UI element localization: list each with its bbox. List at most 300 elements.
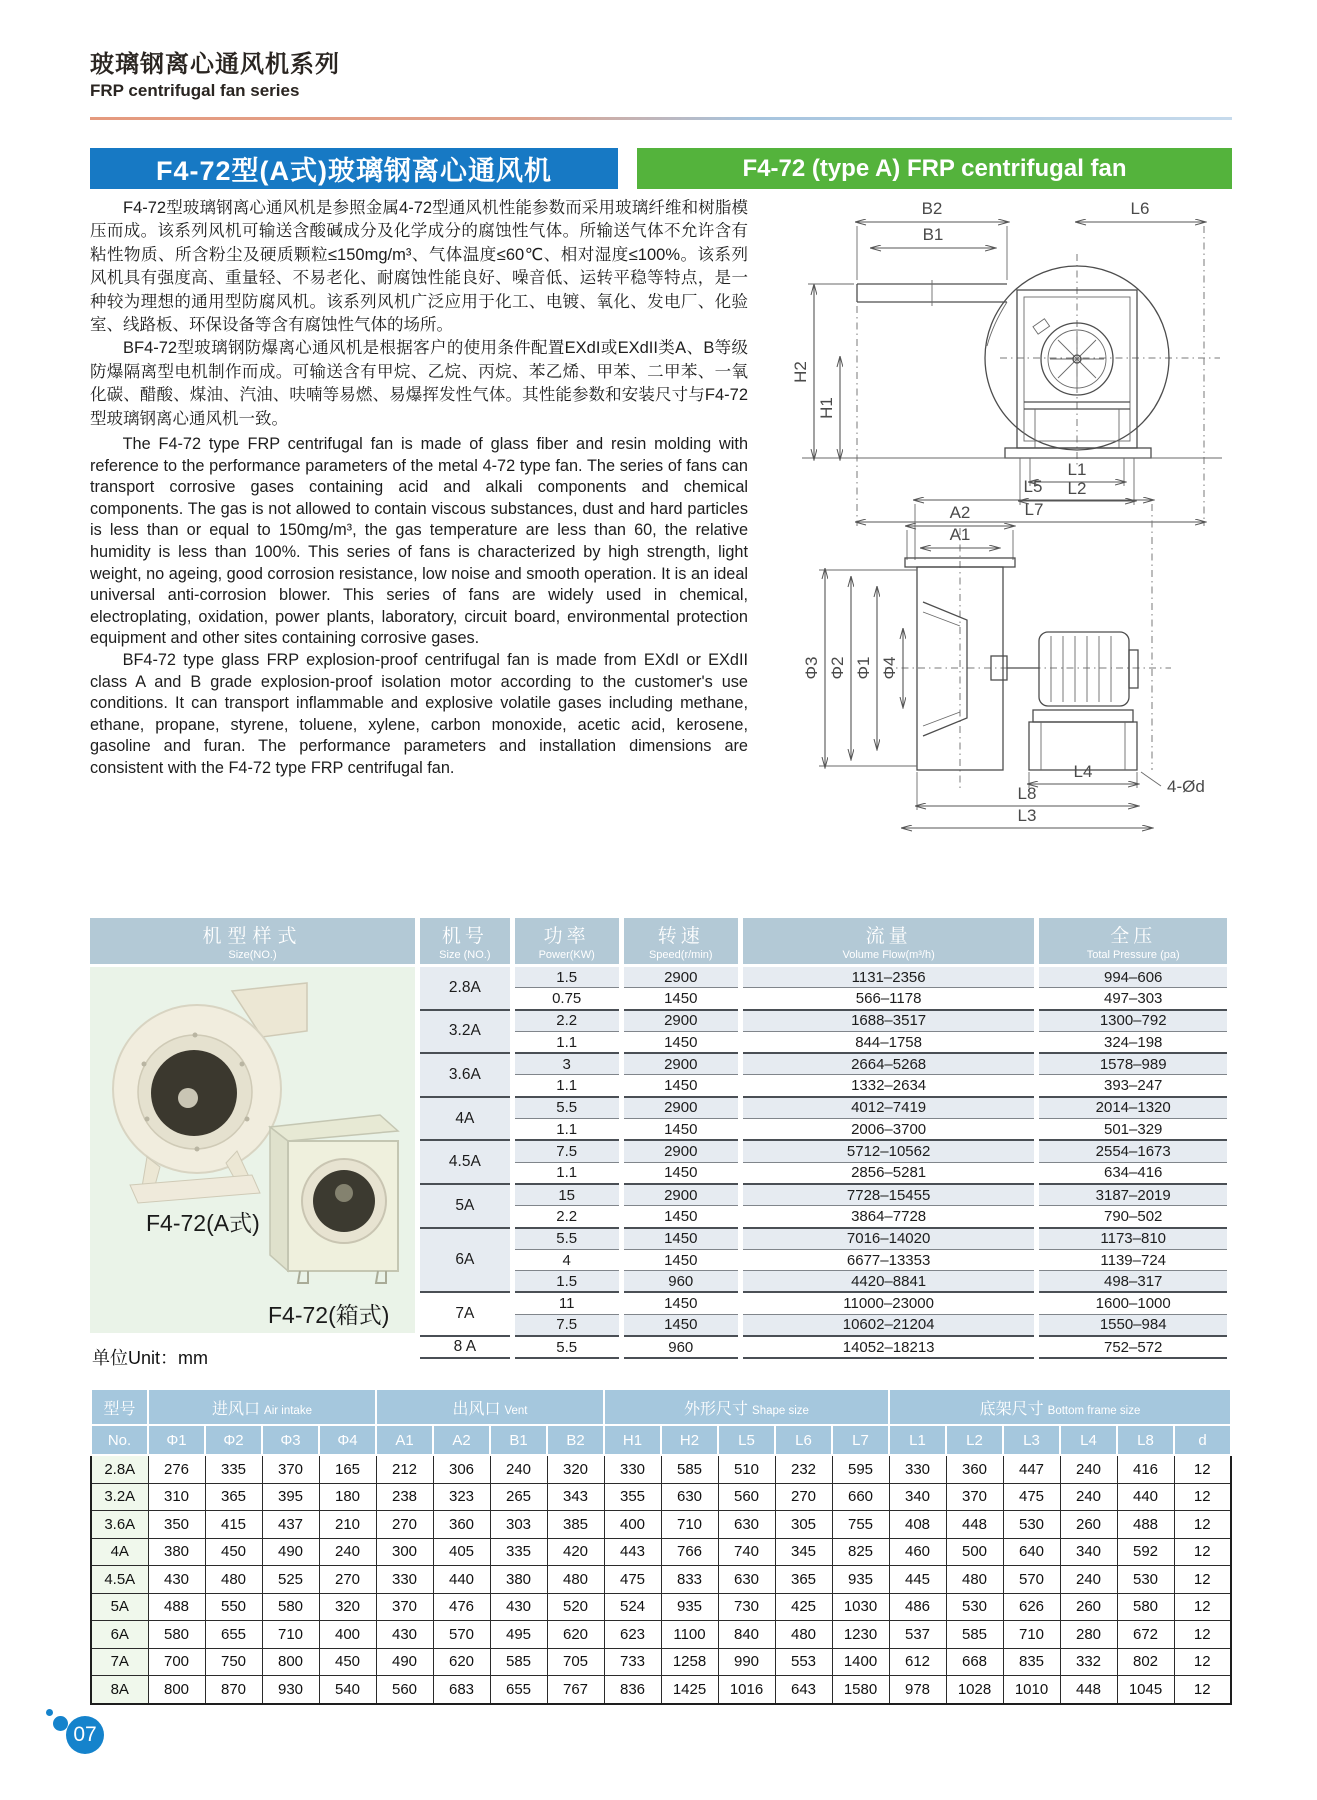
fan-side-diagram (795, 470, 1241, 834)
dim-value-cell: 750 (205, 1648, 262, 1676)
dim-value-cell: 475 (604, 1566, 661, 1594)
perf-value-cell: 1450 (624, 1250, 738, 1271)
dim-value-cell: 12 (1174, 1593, 1231, 1621)
dim-value-cell: 360 (433, 1511, 490, 1539)
perf-header-style (90, 918, 415, 964)
dim-value-cell: 488 (1117, 1511, 1174, 1539)
dim-value-cell: 540 (319, 1676, 376, 1704)
dim-value-cell: 935 (832, 1566, 889, 1594)
dim-value-cell: 460 (889, 1538, 946, 1566)
dim-value-cell: 270 (775, 1483, 832, 1511)
dim-value-cell: 260 (1060, 1593, 1117, 1621)
perf-value-cell: 4 (515, 1250, 619, 1271)
perf-value-cell: 844–1758 (743, 1032, 1035, 1054)
perf-size-cell: 7A (420, 1293, 510, 1337)
dim-value-cell: 710 (262, 1621, 319, 1649)
dim-label-l5: L5 (1023, 477, 1043, 496)
dim-value-cell: 448 (1060, 1676, 1117, 1704)
dim-value-cell: 935 (661, 1593, 718, 1621)
dim-value-cell: 447 (1003, 1455, 1060, 1483)
dim-value-cell: 530 (1117, 1566, 1174, 1594)
dim-label-l8: L8 (1017, 784, 1037, 803)
perf-value-cell: 1450 (624, 1293, 738, 1314)
product-photo-box (262, 1109, 412, 1289)
dim-group-header: 底架尺寸 Bottom frame size (889, 1389, 1231, 1425)
perf-size-cell: 4.5A (420, 1141, 510, 1185)
dim-model-cell: 7A (91, 1648, 148, 1676)
perf-value-cell: 1.1 (515, 1163, 619, 1185)
dim-value-cell: 12 (1174, 1566, 1231, 1594)
dim-group-header: 外形尺寸 Shape size (604, 1389, 889, 1425)
dim-subheader: L4 (1060, 1425, 1117, 1455)
perf-value-cell: 960 (624, 1337, 738, 1359)
dim-value-cell: 340 (889, 1483, 946, 1511)
dim-value-cell: 520 (547, 1593, 604, 1621)
perf-value-cell: 7016–14020 (743, 1229, 1035, 1250)
dimension-table (90, 1388, 1232, 1705)
perf-value-cell: 4420–8841 (743, 1271, 1035, 1293)
dim-value-cell: 445 (889, 1566, 946, 1594)
dim-model-cell: 3.6A (91, 1511, 148, 1539)
perf-header-pressure: 全压 Total Pressure (pa) (1039, 918, 1227, 967)
perf-value-cell: 2006–3700 (743, 1119, 1035, 1141)
dim-value-cell: 276 (148, 1455, 205, 1483)
dim-value-cell: 490 (376, 1648, 433, 1676)
unit-note: 单位Unit：mm (92, 1348, 208, 1368)
dim-label-b2: B2 (921, 199, 943, 218)
dim-table-row (91, 1511, 1231, 1539)
dim-subheader: Φ3 (262, 1425, 319, 1455)
perf-value-cell: 5.5 (515, 1229, 619, 1250)
perf-size-cell: 5A (420, 1185, 510, 1229)
intro-en (90, 434, 748, 780)
dim-value-cell: 430 (148, 1566, 205, 1594)
dim-value-cell: 800 (148, 1676, 205, 1704)
dim-value-cell: 360 (946, 1455, 1003, 1483)
dim-value-cell: 800 (262, 1648, 319, 1676)
dim-label-bolt: 4-Ød (1167, 777, 1205, 796)
dim-value-cell: 265 (490, 1483, 547, 1511)
dim-value-cell: 430 (490, 1593, 547, 1621)
dim-value-cell: 585 (661, 1455, 718, 1483)
perf-size-cell: 3.2A (420, 1011, 510, 1055)
dim-subheader: B2 (547, 1425, 604, 1455)
dim-value-cell: 510 (718, 1455, 775, 1483)
dim-value-cell: 320 (547, 1455, 604, 1483)
perf-value-cell: 790–502 (1039, 1206, 1227, 1228)
photo-caption-a: F4-72(A式) (146, 1210, 260, 1236)
dim-value-cell: 212 (376, 1455, 433, 1483)
dim-table-row (91, 1483, 1231, 1511)
dim-value-cell: 210 (319, 1511, 376, 1539)
dim-value-cell: 835 (1003, 1648, 1060, 1676)
dim-value-cell: 580 (262, 1593, 319, 1621)
perf-header-power: 功率 Power(KW) (515, 918, 619, 967)
dim-value-cell: 740 (718, 1538, 775, 1566)
perf-value-cell: 2900 (624, 1054, 738, 1075)
dim-value-cell: 1030 (832, 1593, 889, 1621)
dim-table-row (91, 1593, 1231, 1621)
perf-value-cell: 1.5 (515, 1271, 619, 1293)
dim-label-l3: L3 (1017, 806, 1037, 825)
dim-value-cell: 840 (718, 1621, 775, 1649)
dim-label-a1: A1 (949, 525, 971, 544)
perf-value-cell: 11 (515, 1293, 619, 1314)
perf-value-cell: 1131–2356 (743, 967, 1035, 988)
dim-value-cell: 580 (1117, 1593, 1174, 1621)
dim-model-cell: 4A (91, 1538, 148, 1566)
perf-value-cell: 1.1 (515, 1119, 619, 1141)
dim-value-cell: 640 (1003, 1538, 1060, 1566)
perf-value-cell: 752–572 (1039, 1337, 1227, 1359)
dim-value-cell: 560 (376, 1676, 433, 1704)
dim-subheader: L8 (1117, 1425, 1174, 1455)
product-photo-panel (90, 967, 415, 1333)
dim-label-phi2: Φ2 (828, 656, 847, 680)
perf-value-cell: 2856–5281 (743, 1163, 1035, 1185)
perf-value-cell: 393–247 (1039, 1075, 1227, 1097)
perf-value-cell: 2014–1320 (1039, 1098, 1227, 1119)
intro-en-p1: The F4-72 type FRP centrifugal fan is made of glass fiber and resin molding with reference to the performance parameters of the metal 4-72 type fan. The series of fans can transport corrosive gases containing acid and alkali components and chemical components. The gas is not allowed to contain viscous substances, dust and hard particles is less than or equal to 150mg/m³, the gas temperature are less than 60, the relative humidity is less than 100%. This series of fans is characterized by high strength, light weight, no ageing, good corrosion resistance, low noise and smooth operation. It is an ideal universal anti-corrosion blower. This series of fans are widely used in chemical, electroplating, oxidation, power plants, laboratory, circuit board, environmental protection equipment and other sites containing corrosive gases. (90, 435, 748, 648)
dim-value-cell: 570 (433, 1621, 490, 1649)
section-title-en: F4-72 (type A) FRP centrifugal fan (742, 154, 1127, 182)
dim-value-cell: 12 (1174, 1538, 1231, 1566)
dim-value-cell: 303 (490, 1511, 547, 1539)
dim-value-cell: 437 (262, 1511, 319, 1539)
perf-value-cell: 2554–1673 (1039, 1141, 1227, 1162)
dim-table-row (91, 1455, 1231, 1483)
intro-zh-p1: F4-72型玻璃钢离心通风机是参照金属4-72型通风机性能参数而采用玻璃纤维和树脂模压而成。该系列风机可输送含酸碱成分及化学成分的腐蚀性气体。所输送气体不允许含有粘性物质、所含粉尘及硬质颗粒≤150mg/m³、气体温度≤60℃、相对湿度≤100%。该系列风机具有强度高、重量轻、不易老化、耐腐蚀性能良好、噪音低、运转平稳等特点，是一种较为理想的通用型防腐风机。该系列风机广泛应用于化工、电镀、氧化、发电厂、化验室、线路板、环保设备等含有腐蚀性气体的场所。 (90, 199, 748, 335)
dim-value-cell: 700 (148, 1648, 205, 1676)
dim-label-l6: L6 (1130, 199, 1150, 218)
dim-value-cell: 710 (661, 1511, 718, 1539)
dim-value-cell: 668 (946, 1648, 1003, 1676)
dim-value-cell: 730 (718, 1593, 775, 1621)
dimension-table-head (91, 1389, 1231, 1455)
intro-en-p2: BF4-72 type glass FRP explosion-proof centrifugal fan is made from EXdI or EXdII class A and B grade explosion-proof isolation motor according to the customer's use conditions. It can transport inflammable and explosive volatile gases including methane, ethane, propane, styrene, toluene, xylene, carbon monoxide, acetic acid, kerosene, gasoline and furan. The performance parameters and installation dimensions are consistent with the F4-72 type FRP centrifugal fan. (90, 650, 748, 777)
perf-value-cell: 1688–3517 (743, 1011, 1035, 1032)
dim-value-cell: 1425 (661, 1676, 718, 1704)
dim-value-cell: 350 (148, 1511, 205, 1539)
dim-value-cell: 306 (433, 1455, 490, 1483)
perf-value-cell: 1173–810 (1039, 1229, 1227, 1250)
dim-value-cell: 836 (604, 1676, 661, 1704)
dim-value-cell: 476 (433, 1593, 490, 1621)
dim-value-cell: 408 (889, 1511, 946, 1539)
dim-value-cell: 12 (1174, 1648, 1231, 1676)
perf-value-cell: 3187–2019 (1039, 1185, 1227, 1206)
dim-value-cell: 343 (547, 1483, 604, 1511)
dim-value-cell: 305 (775, 1511, 832, 1539)
dim-label-b1: B1 (922, 225, 944, 244)
dim-value-cell: 623 (604, 1621, 661, 1649)
dim-value-cell: 825 (832, 1538, 889, 1566)
section-title-en-bar (637, 148, 1232, 189)
dim-value-cell: 643 (775, 1676, 832, 1704)
dim-value-cell: 1400 (832, 1648, 889, 1676)
dim-value-cell: 332 (1060, 1648, 1117, 1676)
dim-value-cell: 450 (319, 1648, 376, 1676)
dim-subheader: H2 (661, 1425, 718, 1455)
performance-table-body (420, 967, 1227, 1359)
dim-subheader: L6 (775, 1425, 832, 1455)
dim-value-cell: 524 (604, 1593, 661, 1621)
dim-table-row (91, 1538, 1231, 1566)
dim-value-cell: 560 (718, 1483, 775, 1511)
perf-value-cell: 0.75 (515, 988, 619, 1010)
perf-value-cell: 5.5 (515, 1337, 619, 1359)
dimension-table-body (91, 1455, 1231, 1704)
dim-value-cell: 385 (547, 1511, 604, 1539)
dim-value-cell: 660 (832, 1483, 889, 1511)
series-title-en: FRP centrifugal fan series (90, 81, 300, 100)
dim-label-l1: L1 (1067, 460, 1087, 479)
perf-value-cell: 1450 (624, 988, 738, 1010)
dim-subheader: H1 (604, 1425, 661, 1455)
dim-value-cell: 630 (718, 1566, 775, 1594)
perf-value-cell: 2900 (624, 1011, 738, 1032)
perf-value-cell: 1300–792 (1039, 1011, 1227, 1032)
dim-value-cell: 475 (1003, 1483, 1060, 1511)
perf-value-cell: 324–198 (1039, 1032, 1227, 1054)
dim-value-cell: 400 (604, 1511, 661, 1539)
dim-value-cell: 1028 (946, 1676, 1003, 1704)
perf-header-style-en: Size(NO.) (228, 949, 277, 961)
dim-value-cell: 320 (319, 1593, 376, 1621)
dim-value-cell: 12 (1174, 1676, 1231, 1704)
dim-value-cell: 990 (718, 1648, 775, 1676)
dim-value-cell: 490 (262, 1538, 319, 1566)
dim-value-cell: 1045 (1117, 1676, 1174, 1704)
perf-value-cell: 634–416 (1039, 1163, 1227, 1185)
dim-value-cell: 585 (490, 1648, 547, 1676)
perf-value-cell: 7.5 (515, 1315, 619, 1337)
dim-value-cell: 12 (1174, 1455, 1231, 1483)
dim-value-cell: 672 (1117, 1621, 1174, 1649)
dim-value-cell: 488 (148, 1593, 205, 1621)
dim-value-cell: 12 (1174, 1511, 1231, 1539)
dim-value-cell: 238 (376, 1483, 433, 1511)
dim-value-cell: 1100 (661, 1621, 718, 1649)
dim-value-cell: 323 (433, 1483, 490, 1511)
dim-value-cell: 655 (490, 1676, 547, 1704)
dim-value-cell: 340 (1060, 1538, 1117, 1566)
dim-subheader: L7 (832, 1425, 889, 1455)
perf-value-cell: 15 (515, 1185, 619, 1206)
dim-label-h2: H2 (791, 361, 810, 383)
dim-label-a2: A2 (949, 503, 971, 522)
perf-value-cell: 1.1 (515, 1075, 619, 1097)
dim-group-header: 出风口 Vent (376, 1389, 604, 1425)
dim-value-cell: 978 (889, 1676, 946, 1704)
dim-value-cell: 232 (775, 1455, 832, 1483)
dim-value-cell: 755 (832, 1511, 889, 1539)
dim-value-cell: 12 (1174, 1483, 1231, 1511)
perf-value-cell: 1450 (624, 1032, 738, 1054)
perf-value-cell: 7.5 (515, 1141, 619, 1162)
perf-value-cell: 1332–2634 (743, 1075, 1035, 1097)
dim-value-cell: 180 (319, 1483, 376, 1511)
perf-size-cell: 4A (420, 1098, 510, 1142)
performance-table-photo-column (90, 918, 415, 1359)
dim-value-cell: 500 (946, 1538, 1003, 1566)
dim-subheader-no: No. (91, 1425, 148, 1455)
perf-header-style-zh: 机型样式 (202, 926, 303, 947)
perf-value-cell: 501–329 (1039, 1119, 1227, 1141)
dim-value-cell: 240 (1060, 1483, 1117, 1511)
perf-value-cell: 1450 (624, 1315, 738, 1337)
dim-value-cell: 530 (946, 1593, 1003, 1621)
perf-value-cell: 1.5 (515, 967, 619, 988)
perf-value-cell: 1600–1000 (1039, 1293, 1227, 1314)
dim-value-cell: 165 (319, 1455, 376, 1483)
perf-header-speed: 转速 Speed(r/min) (624, 918, 738, 967)
dim-value-cell: 767 (547, 1676, 604, 1704)
perf-value-cell: 566–1178 (743, 988, 1035, 1010)
dim-value-cell: 345 (775, 1538, 832, 1566)
perf-value-cell: 1578–989 (1039, 1054, 1227, 1075)
dim-value-cell: 380 (148, 1538, 205, 1566)
dim-value-cell: 580 (148, 1621, 205, 1649)
dim-value-cell: 380 (490, 1566, 547, 1594)
dim-model-cell: 8A (91, 1676, 148, 1704)
dim-label-l2: L2 (1067, 479, 1087, 498)
dim-model-cell: 5A (91, 1593, 148, 1621)
dim-value-cell: 530 (1003, 1511, 1060, 1539)
intro-zh (90, 197, 748, 431)
dim-value-cell: 870 (205, 1676, 262, 1704)
series-title-zh: 玻璃钢离心通风机系列 (90, 51, 340, 78)
perf-value-cell: 5712–10562 (743, 1141, 1035, 1162)
dim-value-cell: 370 (376, 1593, 433, 1621)
dim-label-l7: L7 (1024, 500, 1044, 519)
perf-value-cell: 1450 (624, 1206, 738, 1228)
dim-label-phi4: Φ4 (880, 656, 899, 680)
dim-table-row (91, 1676, 1231, 1704)
page-number-badge: 07 (66, 1716, 104, 1754)
dim-value-cell: 270 (376, 1511, 433, 1539)
perf-value-cell: 2664–5268 (743, 1054, 1035, 1075)
dim-label-phi1: Φ1 (854, 656, 873, 680)
perf-value-cell: 960 (624, 1271, 738, 1293)
dim-subheader: L2 (946, 1425, 1003, 1455)
dim-value-cell: 733 (604, 1648, 661, 1676)
dim-subheader: d (1174, 1425, 1231, 1455)
dim-value-cell: 612 (889, 1648, 946, 1676)
perf-value-cell: 3864–7728 (743, 1206, 1035, 1228)
dim-subheader: Φ1 (148, 1425, 205, 1455)
perf-value-cell: 1450 (624, 1229, 738, 1250)
dim-value-cell: 448 (946, 1511, 1003, 1539)
dim-value-cell: 440 (433, 1566, 490, 1594)
dim-model-cell: 3.2A (91, 1483, 148, 1511)
dim-model-cell: 4.5A (91, 1566, 148, 1594)
dim-subheader: A1 (376, 1425, 433, 1455)
perf-value-cell: 2.2 (515, 1011, 619, 1032)
dim-subheader: B1 (490, 1425, 547, 1455)
perf-value-cell: 2900 (624, 1098, 738, 1119)
section-title-zh-bar (90, 148, 618, 189)
doc-header (90, 44, 750, 101)
dim-value-cell: 480 (547, 1566, 604, 1594)
dim-subheader: L1 (889, 1425, 946, 1455)
perf-value-cell: 1450 (624, 1075, 738, 1097)
dim-value-cell: 705 (547, 1648, 604, 1676)
perf-size-cell: 3.6A (420, 1054, 510, 1098)
perf-size-cell: 6A (420, 1229, 510, 1294)
dim-label-h1: H1 (817, 397, 836, 419)
perf-header-size: 机号 Size (NO.) (420, 918, 510, 967)
dim-value-cell: 416 (1117, 1455, 1174, 1483)
dim-value-cell: 395 (262, 1483, 319, 1511)
dim-value-cell: 592 (1117, 1538, 1174, 1566)
dim-value-cell: 1010 (1003, 1676, 1060, 1704)
dim-model-cell: 6A (91, 1621, 148, 1649)
dim-value-cell: 280 (1060, 1621, 1117, 1649)
dim-value-cell: 620 (547, 1621, 604, 1649)
dim-value-cell: 370 (946, 1483, 1003, 1511)
dim-subheader: L5 (718, 1425, 775, 1455)
dim-value-cell: 630 (718, 1511, 775, 1539)
dim-value-cell: 240 (490, 1455, 547, 1483)
perf-value-cell: 3 (515, 1054, 619, 1075)
dim-value-cell: 12 (1174, 1621, 1231, 1649)
section-title-zh: F4-72型(A式)玻璃钢离心通风机 (155, 156, 552, 186)
perf-value-cell: 1550–984 (1039, 1315, 1227, 1337)
dim-value-cell: 480 (946, 1566, 1003, 1594)
perf-size-cell: 8 A (420, 1337, 510, 1359)
dim-value-cell: 420 (547, 1538, 604, 1566)
dim-label-l4: L4 (1073, 762, 1093, 781)
dim-value-cell: 655 (205, 1621, 262, 1649)
dim-table-row (91, 1566, 1231, 1594)
dim-value-cell: 260 (1060, 1511, 1117, 1539)
performance-table (415, 918, 1232, 1359)
dim-value-cell: 240 (1060, 1566, 1117, 1594)
performance-table-section (90, 918, 1232, 1359)
dim-subheader: A2 (433, 1425, 490, 1455)
dim-value-cell: 930 (262, 1676, 319, 1704)
dim-value-cell: 440 (1117, 1483, 1174, 1511)
dim-value-cell: 710 (1003, 1621, 1060, 1649)
perf-value-cell: 1450 (624, 1163, 738, 1185)
dim-subheader: Φ4 (319, 1425, 376, 1455)
perf-value-cell: 2900 (624, 1185, 738, 1206)
perf-value-cell: 2900 (624, 1141, 738, 1162)
dim-table-row (91, 1621, 1231, 1649)
dim-value-cell: 802 (1117, 1648, 1174, 1676)
dim-value-cell: 595 (832, 1455, 889, 1483)
dim-value-cell: 450 (205, 1538, 262, 1566)
dim-subheader: L3 (1003, 1425, 1060, 1455)
perf-value-cell: 1.1 (515, 1032, 619, 1054)
perf-value-cell: 6677–13353 (743, 1250, 1035, 1271)
dim-subheader: Φ2 (205, 1425, 262, 1455)
dim-value-cell: 480 (775, 1621, 832, 1649)
dim-value-cell: 525 (262, 1566, 319, 1594)
dim-value-cell: 537 (889, 1621, 946, 1649)
dim-value-cell: 355 (604, 1483, 661, 1511)
dim-value-cell: 480 (205, 1566, 262, 1594)
perf-value-cell: 14052–18213 (743, 1337, 1035, 1359)
perf-value-cell: 2900 (624, 967, 738, 988)
dim-value-cell: 1580 (832, 1676, 889, 1704)
dim-value-cell: 335 (205, 1455, 262, 1483)
intro-zh-p2: BF4-72型玻璃钢防爆离心通风机是根据客户的使用条件配置EXdI或EXdII类A、B等级防爆隔离型电机制作而成。可输送含有甲烷、乙烷、丙烷、苯乙烯、甲苯、二甲苯、一氧化碳、醋酸、煤油、汽油、呋喃等易燃、易爆挥发性气体。其性能参数和安装尺寸与F4-72型玻璃钢离心通风机一致。 (90, 339, 748, 428)
dim-value-cell: 240 (319, 1538, 376, 1566)
dim-value-cell: 330 (376, 1566, 433, 1594)
dim-value-cell: 1016 (718, 1676, 775, 1704)
